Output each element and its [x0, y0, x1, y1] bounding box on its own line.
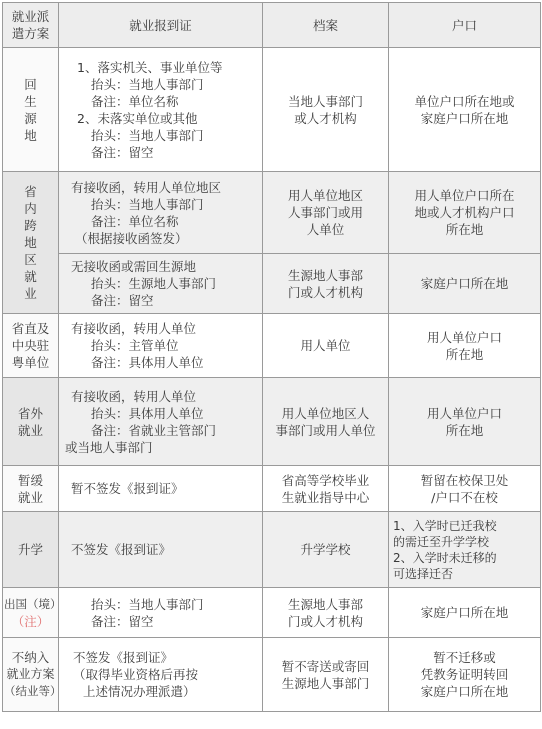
- header-row: [3, 3, 541, 48]
- hukou-cell: 用人单位户口所在 地或人才机构户口 所在地: [389, 172, 541, 254]
- row-return-origin: [3, 48, 541, 172]
- certificate-cell: 不签发《报到证》: [59, 512, 263, 588]
- certificate-cell: 有接收函，转用人单位地区 抬头：当地人事部门 备注：单位名称 （根据接收函签发）: [59, 172, 263, 254]
- category-cell: 暂缓 就业: [3, 466, 59, 512]
- archive-cell: 暂不寄送或寄回 生源地人事部门: [263, 638, 389, 712]
- certificate-cell: 1、落实机关、事业单位等 抬头：当地人事部门 备注：单位名称 2、未落实单位或其他 抬头：当地人事部门 备注：留空: [59, 48, 263, 172]
- hukou-cell: 家庭户口所在地: [389, 588, 541, 638]
- archive-cell: 当地人事部门 或人才机构: [263, 48, 389, 172]
- hukou-cell: 1、入学时已迁我校 的需迁至升学学校 2、入学时未迁移的 可选择迁否: [389, 512, 541, 588]
- row-out-of-province: [3, 378, 541, 466]
- row-in-province-a: [3, 172, 541, 254]
- archive-cell: 用人单位地区 人事部门或用 人单位: [263, 172, 389, 254]
- category-cell: 省 内 跨 地 区 就 业: [3, 172, 59, 314]
- hukou-cell: 用人单位户口 所在地: [389, 378, 541, 466]
- row-abroad: [3, 588, 541, 638]
- certificate-cell: 不签发《报到证》 （取得毕业资格后再按 上述情况办理派遣）: [59, 638, 263, 712]
- category-cell: 出国（境） （注）: [3, 588, 59, 638]
- row-provincial-central: [3, 314, 541, 378]
- hukou-cell: 家庭户口所在地: [389, 254, 541, 314]
- hukou-cell: 单位户口所在地或 家庭户口所在地: [389, 48, 541, 172]
- category-cell: 升学: [3, 512, 59, 588]
- certificate-cell: 无接收函或需回生源地 抬头：生源地人事部门 备注：留空: [59, 254, 263, 314]
- hukou-cell: 暂不迁移或 凭教务证明转回 家庭户口所在地: [389, 638, 541, 712]
- certificate-cell: 有接收函，转用人单位 抬头：主管单位 备注：具体用人单位: [59, 314, 263, 378]
- archive-cell: 用人单位地区人 事部门或用人单位: [263, 378, 389, 466]
- category-cell: 回 生 源 地: [3, 48, 59, 172]
- category-cell: 省外 就业: [3, 378, 59, 466]
- certificate-cell: 有接收函，转用人单位 抬头：具体用人单位 备注：省就业主管部门 或当地人事部门: [59, 378, 263, 466]
- archive-cell: 用人单位: [263, 314, 389, 378]
- row-deferred: [3, 466, 541, 512]
- category-cell: 不纳入 就业方案 （结业等）: [3, 638, 59, 712]
- header-certificate: 就业报到证: [59, 3, 263, 48]
- header-archive: 档案: [263, 3, 389, 48]
- archive-cell: 省高等学校毕业 生就业指导中心: [263, 466, 389, 512]
- row-in-province-b: [3, 254, 541, 314]
- archive-cell: 生源地人事部 门或人才机构: [263, 588, 389, 638]
- hukou-cell: 暂留在校保卫处 /户口不在校: [389, 466, 541, 512]
- dispatch-table: [2, 2, 541, 712]
- header-hukou: 户口: [389, 3, 541, 48]
- header-category: 就业派 遣方案: [3, 3, 59, 48]
- category-cell: 省直及 中央驻 粤单位: [3, 314, 59, 378]
- row-not-included: [3, 638, 541, 712]
- note-marker: （注）: [11, 613, 50, 629]
- archive-cell: 升学学校: [263, 512, 389, 588]
- row-further-study: [3, 512, 541, 588]
- certificate-cell: 抬头：当地人事部门 备注：留空: [59, 588, 263, 638]
- hukou-cell: 用人单位户口 所在地: [389, 314, 541, 378]
- certificate-cell: 暂不签发《报到证》: [59, 466, 263, 512]
- archive-cell: 生源地人事部 门或人才机构: [263, 254, 389, 314]
